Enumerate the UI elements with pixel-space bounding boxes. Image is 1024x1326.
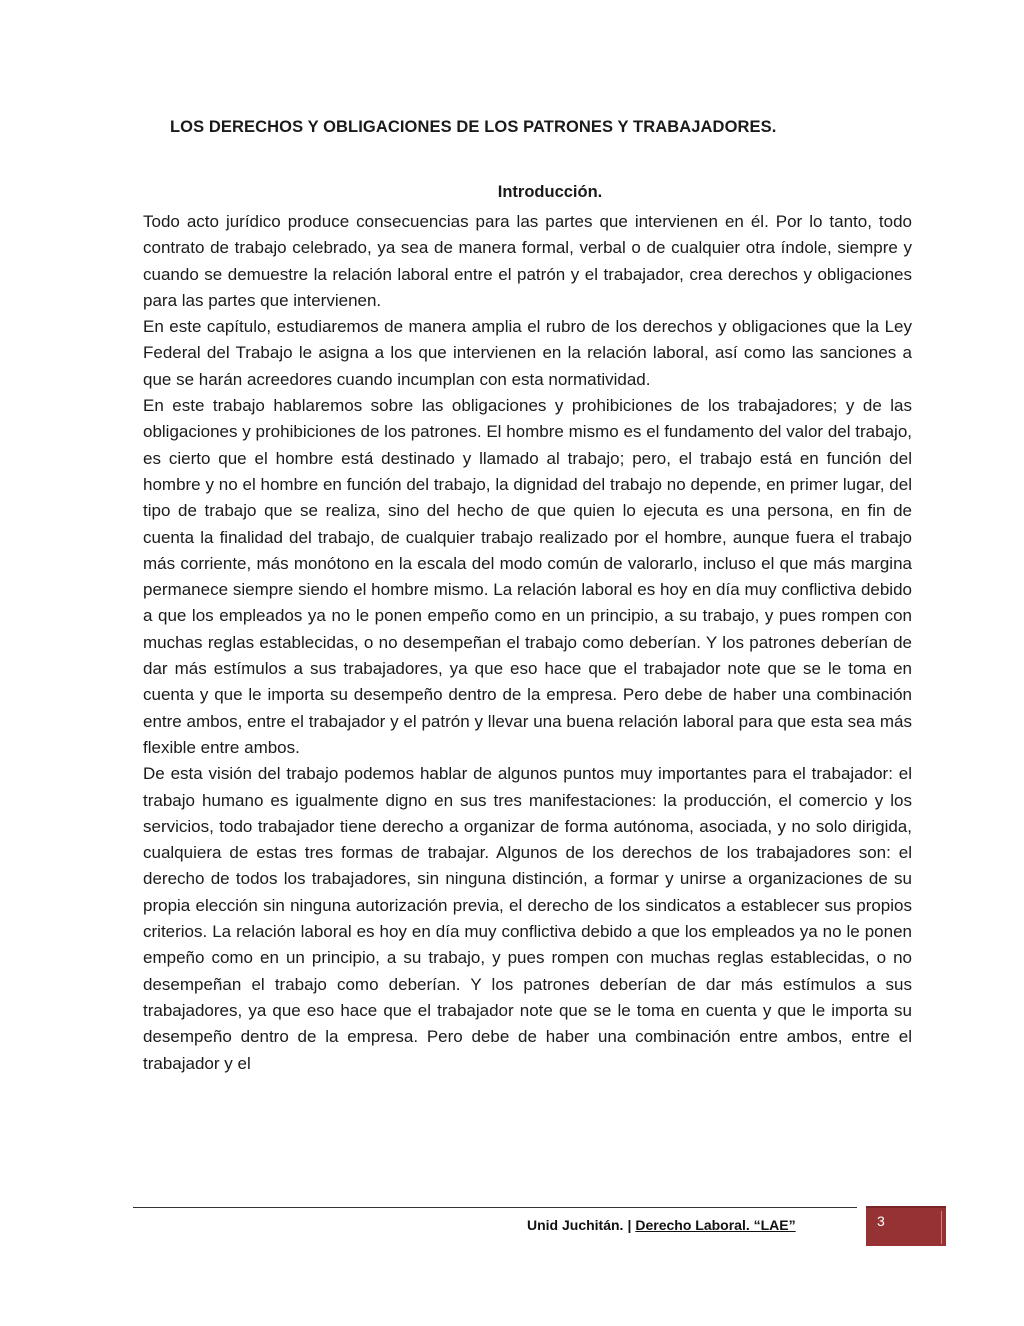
paragraph: Todo acto jurídico produce consecuencias para las partes que intervienen en él. Por lo tanto, todo contrato de trabajo celebrado, ya sea de manera formal, verbal o de cualquier otra índole, siempre y cuando se demuestre la relación laboral entre el patrón y el trabajador, crea derechos y obligaciones para las partes que intervienen. <box>143 212 912 310</box>
section-title: Introducción. <box>497 183 603 201</box>
footer-course: Derecho Laboral. “LAE” <box>635 1217 796 1233</box>
paragraph: De esta visión del trabajo podemos hablar de algunos puntos muy importantes para el trabajador: el trabajo humano es igualmente digno en sus tres manifestaciones: la producción, el comercio y los servicios, todo trabajador tiene derecho a organizar de forma autónoma, asociada, y no solo dirigida, cualquiera de estas tres formas de trabajar. Algunos de los derechos de los trabajadores son: el derecho de todos los trabajadores, sin ninguna distinción, a formar y unirse a organizaciones de su propia elección sin ninguna autorización previa, el derecho de los sindicatos a establecer sus propios criterios. La relación laboral es hoy en día muy conflictiva debido a que los empleados ya no le ponen empeño como en un principio, a su trabajo, y pues rompen con muchas reglas establecidas, o no desempeñan el trabajo como deberían. Y los patrones deberían de dar más estímulos a sus trabajadores, ya que eso hace que el trabajador note que se le toma en cuenta y que le importa su desempeño dentro de la empresa. Pero debe de haber una combinación entre ambos, entre el trabajador y el <box>143 764 912 1073</box>
footer-divider <box>133 1207 857 1208</box>
page-title: LOS DERECHOS Y OBLIGACIONES DE LOS PATRONES Y TRABAJADORES. <box>170 118 777 136</box>
page-number-badge <box>866 1206 946 1246</box>
document-body <box>143 209 912 1077</box>
footer-school: Unid Juchitán. <box>527 1217 624 1233</box>
footer-separator: | <box>627 1217 632 1233</box>
badge-edge <box>941 1211 942 1244</box>
paragraph: En este trabajo hablaremos sobre las obligaciones y prohibiciones de los trabajadores; y de las obligaciones y prohibiciones de los patrones. El hombre mismo es el fundamento del valor del trabajo, es cierto que el hombre está destinado y llamado al trabajo; pero, el trabajo está en función del hombre y no el hombre en función del trabajo, la dignidad del trabajo no depende, en primer lugar, del tipo de trabajo que se realiza, sino del hecho de que quien lo ejecuta es una persona, en fin de cuenta la finalidad del trabajo, de cualquier trabajo realizado por el hombre, aunque fuera el trabajo más corriente, más monótono en la escala del modo común de valorarlo, incluso el que más margina permanece siempre siendo el hombre mismo. La relación laboral es hoy en día muy conflictiva debido a que los empleados ya no le ponen empeño como en un principio, a su trabajo, y pues rompen con muchas reglas establecidas, o no desempeñan el trabajo como deberían. Y los patrones deberían de dar más estímulos a sus trabajadores, ya que eso hace que el trabajador note que se le toma en cuenta y que le importa su desempeño dentro de la empresa. Pero debe de haber una combinación entre ambos, entre el trabajador y el patrón y llevar una buena relación laboral para que esta sea más flexible entre ambos. <box>143 396 912 757</box>
paragraph: En este capítulo, estudiaremos de manera amplia el rubro de los derechos y obligaciones que la Ley Federal del Trabajo le asigna a los que intervienen en la relación laboral, así como las sanciones a que se harán acreedores cuando incumplan con esta normatividad. <box>143 317 912 389</box>
page-footer <box>527 1217 796 1233</box>
page-number: 3 <box>877 1213 885 1229</box>
